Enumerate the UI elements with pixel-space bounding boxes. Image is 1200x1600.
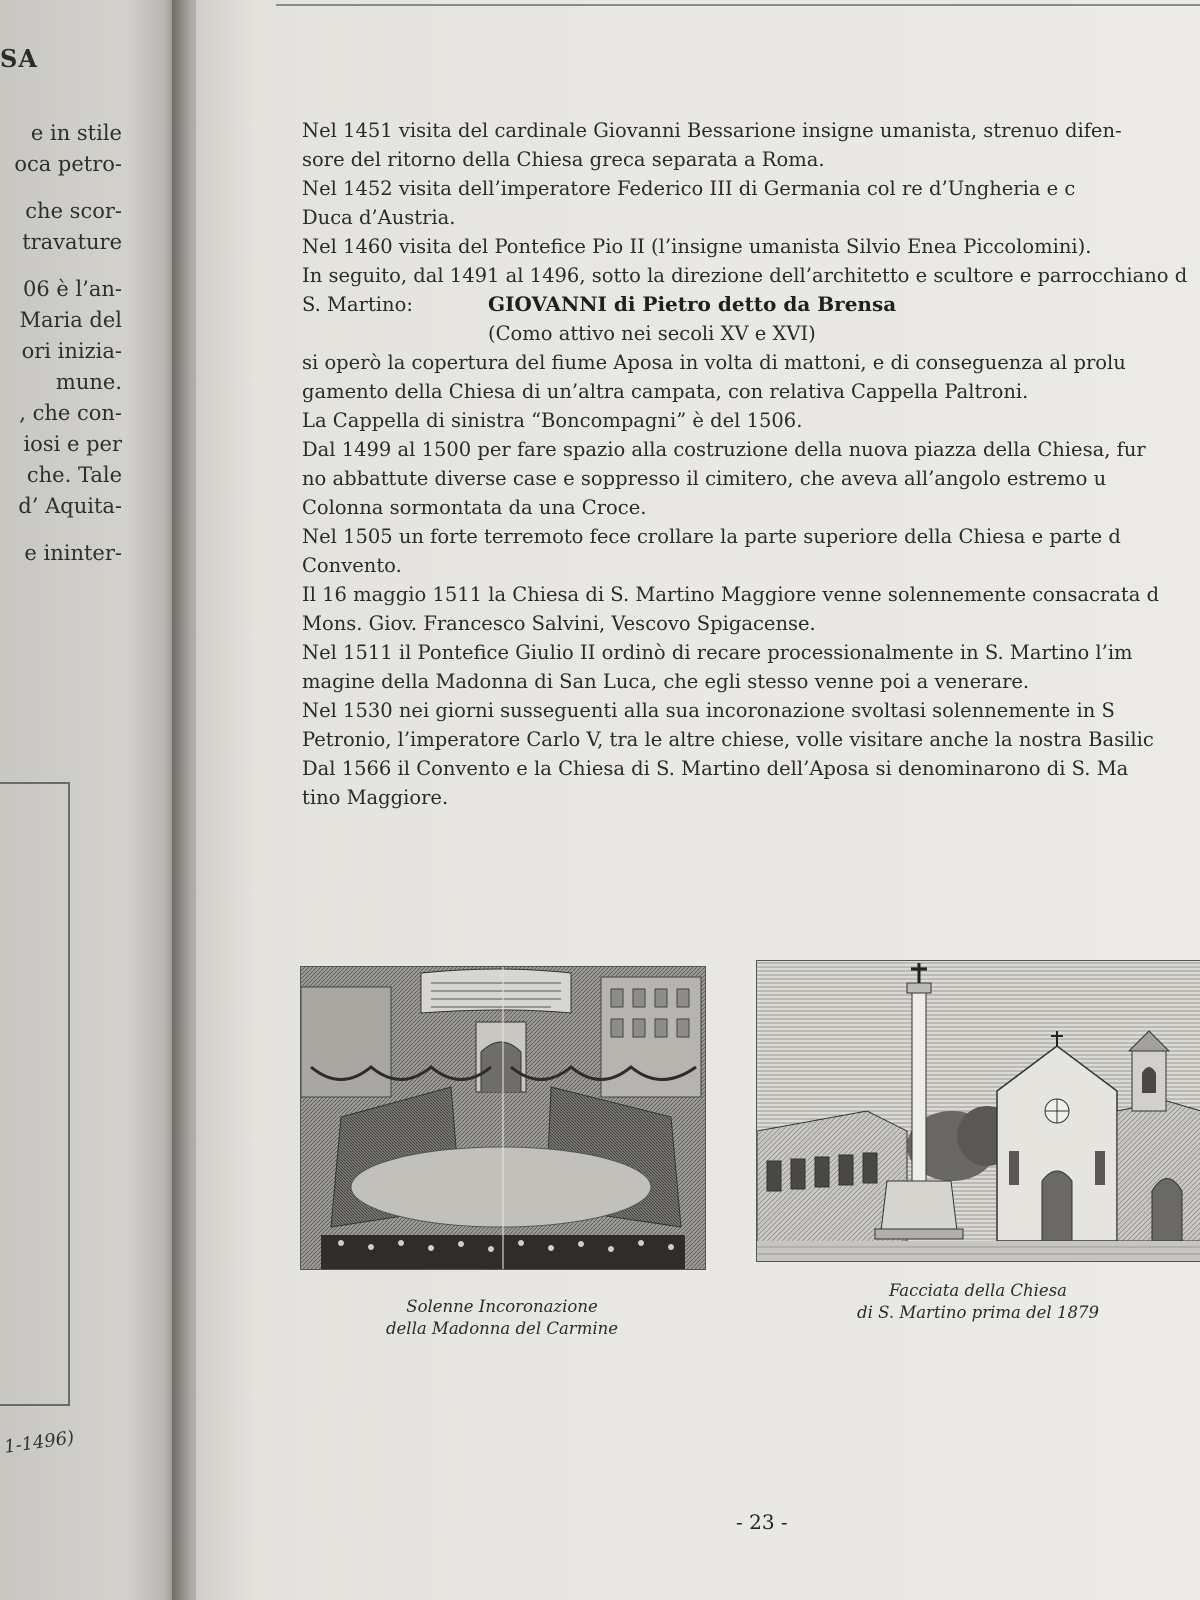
text-line: Nel 1460 visita del Pontefice Pio II (l’insigne umanista Silvio Enea Piccolomini). <box>302 235 1092 258</box>
paragraph <box>302 348 1200 406</box>
text-line: sore del ritorno della Chiesa greca separata a Roma. <box>302 148 825 171</box>
caption-facade <box>756 1280 1200 1324</box>
left-line: iosi e per <box>23 432 122 456</box>
text-line: Colonna sormontata da una Croce. <box>302 496 647 519</box>
text-line: Mons. Giov. Francesco Salvini, Vescovo Spigacense. <box>302 612 816 635</box>
left-line: ori inizia- <box>21 339 122 363</box>
text-line: Nel 1505 un forte terremoto fece crollare la parte superiore della Chiesa e parte d <box>302 525 1121 548</box>
coronation-engraving <box>300 966 706 1270</box>
text-line: no abbattute diverse case e soppresso il cimitero, che aveva all’angolo estremo u <box>302 467 1107 490</box>
text-line: Nel 1511 il Pontefice Giulio II ordinò di recare processionalmente in S. Martino l’im <box>302 641 1133 664</box>
text-line: tino Maggiore. <box>302 786 449 809</box>
text-line: Duca d’Austria. <box>302 206 456 229</box>
text-line: Nel 1451 visita del cardinale Giovanni Bessarione insigne umanista, strenuo difen- <box>302 119 1122 142</box>
paragraph <box>302 174 1200 232</box>
paragraph <box>302 638 1200 696</box>
left-line: e in stile <box>30 121 122 145</box>
text-line: La Cappella di sinistra “Boncompagni” è del 1506. <box>302 409 803 432</box>
artist-name: GIOVANNI di Pietro detto da Brensa <box>488 292 897 316</box>
left-line: 06 è l’an- <box>22 277 122 301</box>
text-line: Petronio, l’imperatore Carlo V, tra le altre chiese, volle visitare anche la nostra Basilic <box>302 728 1154 751</box>
left-page-image-frame <box>0 782 70 1406</box>
paragraph <box>302 696 1200 754</box>
caption-line: Facciata della Chiesa <box>888 1281 1068 1300</box>
left-line: e ininter- <box>24 541 122 565</box>
figure-coronation <box>300 966 704 1340</box>
text-line: Nel 1530 nei giorni susseguenti alla sua incoronazione svoltasi solennemente in S <box>302 699 1115 722</box>
text-line: Dal 1499 al 1500 per fare spazio alla costruzione della nuova piazza della Chiesa, fur <box>302 438 1146 461</box>
left-page <box>0 0 178 1600</box>
page-number: - 23 - <box>736 1510 788 1534</box>
left-page-caption-fragment: 1-1496) <box>2 1427 76 1458</box>
text-line: gamento della Chiesa di un’altra campata, con relativa Cappella Paltroni. <box>302 380 1029 403</box>
left-line: che. Tale <box>26 463 122 487</box>
martino-label: S. Martino: <box>302 293 413 316</box>
left-line: mune. <box>55 370 122 394</box>
top-rule <box>276 4 1200 6</box>
right-page <box>196 0 1200 1600</box>
text-line: si operò la copertura del fiume Aposa in volta di mattoni, e di conseguenza al prolu <box>302 351 1126 374</box>
paragraph <box>302 522 1200 580</box>
paragraph <box>302 232 1200 290</box>
left-line: oca petro- <box>14 152 122 176</box>
text-line: Il 16 maggio 1511 la Chiesa di S. Martino Maggiore venne solennemente consacrata d <box>302 583 1160 606</box>
paragraph <box>302 406 1200 435</box>
text-line: magine della Madonna di San Luca, che egli stesso venne poi a venerare. <box>302 670 1030 693</box>
caption-line: Solenne Incoronazione <box>406 1297 598 1316</box>
left-page-text <box>0 118 122 569</box>
paragraph <box>302 435 1200 522</box>
text-line: Nel 1452 visita dell’imperatore Federico III di Germania col re d’Ungheria e c <box>302 177 1076 200</box>
paragraph <box>302 580 1200 638</box>
artist-row <box>302 290 1200 319</box>
left-line: Maria del <box>19 308 122 332</box>
left-line: d’ Aquita- <box>18 494 122 518</box>
paragraph <box>302 754 1200 812</box>
caption-line: di S. Martino prima del 1879 <box>857 1303 1099 1322</box>
text-line: Dal 1566 il Convento e la Chiesa di S. Martino dell’Aposa si denominarono di S. Ma <box>302 757 1129 780</box>
text-line: In seguito, dal 1491 al 1496, sotto la direzione dell’architetto e scultore e parrocchiano d <box>302 264 1188 287</box>
left-line: travature <box>22 230 122 254</box>
paragraph <box>302 116 1200 174</box>
left-line: , che con- <box>19 401 122 425</box>
artist-dates: (Como attivo nei secoli XV e XVI) <box>488 322 816 345</box>
caption-coronation <box>300 1296 704 1340</box>
body-text <box>302 116 1200 812</box>
figure-facade <box>756 960 1200 1324</box>
text-line: Convento. <box>302 554 402 577</box>
caption-line: della Madonna del Carmine <box>385 1319 619 1338</box>
left-line: che scor- <box>25 199 122 223</box>
facade-engraving <box>756 960 1200 1262</box>
left-page-heading: SA <box>0 44 38 73</box>
